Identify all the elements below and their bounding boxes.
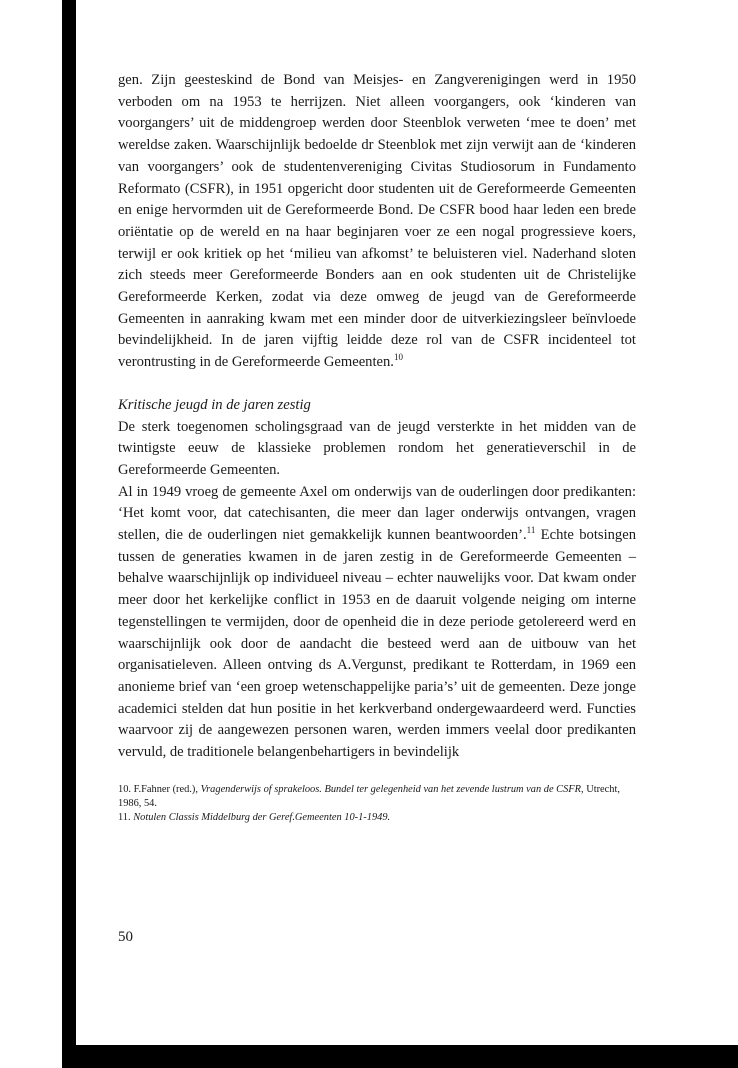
paragraph-1 bbox=[118, 70, 636, 374]
scan-edge-left bbox=[62, 0, 76, 1068]
body-text bbox=[118, 70, 636, 764]
paragraph-3-text-b: Echte botsingen tussen de generaties kwamen in de jaren zestig in de Gereformeerde Gemeenten – behalve waarschijnlijk op individueel niveau – echter nauwelijks voor. Dat kwam onder meer door het kerkelijke conflict in 1953 en de daaruit volgende neiging om interne tegenstellingen te vermijden, door de openheid die in deze periode getolereerd werd en waarschijnlijk ook door de aandacht die besteed werd aan de uitbouw van het organisatieleven. Alleen ontving ds A.Vergunst, predikant te Rotterdam, in 1969 een anonieme brief van ‘een groep wetenschappelijke paria’s’ uit de gemeenten. Deze jonge academici stelden dat hun positie in het kerkverband ondergewaardeerd werd. Functies waarvoor zij de aangewezen personen waren, werden immers veelal door predikanten vervuld, de traditionele belangenbehartigers in bevindelijk bbox=[118, 527, 636, 761]
footnote-ref-10: 10 bbox=[393, 352, 403, 363]
section-heading: Kritische jeugd in de jaren zestig bbox=[118, 396, 311, 413]
footnote-10-title: Vragenderwijs of sprakeloos. Bundel ter gelegenheid van het zevende lustrum van de CSFR bbox=[200, 783, 581, 795]
paragraph-3 bbox=[118, 482, 636, 764]
paragraph-3-text-a: Al in 1949 vroeg de gemeente Axel om onderwijs van de ouderlingen door predikanten: ‘Het komt voor, dat catechisanten, die meer dan lager onderwijs ontvangen, vragen stellen, die de ouderlingen niet gemakkelijk kunnen beantwoorden’. bbox=[118, 483, 636, 544]
scan-edge-bottom bbox=[62, 1045, 738, 1068]
footnote-11-title: Notulen Classis Middelburg der Geref.Gemeenten 10-1-1949. bbox=[133, 811, 391, 823]
footnote-10-suffix: , Utrecht, 1986, 54. bbox=[118, 783, 620, 809]
footnote-ref-11: 11 bbox=[526, 525, 536, 536]
footnote-10 bbox=[118, 783, 636, 811]
footnote-11-prefix: 11. bbox=[118, 811, 134, 823]
page-number: 50 bbox=[118, 929, 133, 945]
paragraph-1-text: gen. Zijn geesteskind de Bond van Meisjes- en Zangverenigingen werd in 1950 verboden om na 1953 te herrijzen. Niet alleen voorgangers, ook ‘kinderen van voorgangers’ uit de middengroep werden door Steenblok verweten ‘mee te doen’ met wereldse zaken. Waarschijnlijk bedoelde dr Steenblok met zijn verwijt aan de ‘kinderen van voorgangers’ ook de studentenvereniging Civitas Studiosorum in Fundamento Reformato (CSFR), in 1951 opgericht door studenten uit de Gereformeerde Gemeenten en enige hervormden uit de Gereformeerde Bond. De CSFR bood haar leden een brede oriëntatie op de wereld en na haar beginjaren voer ze een nogal progressieve koers, terwijl er ook kritiek op het ‘milieu van afkomst’ te beluisteren viel. Naderhand sloten zich steeds meer Gereformeerde Bonders aan en ook studenten uit de Christelijke Gereformeerde Kerken, zodat via deze omweg de jeugd van de Gereformeerde Gemeenten in aanraking kwam met een minder door de uitverkiezingsleer beïnvloede bevindelijkheid. In de jaren vijftig leidde deze rol van de CSFR incidenteel tot verontrusting in de Gereformeerde Gemeenten. bbox=[118, 72, 636, 371]
footnotes bbox=[118, 783, 636, 825]
page-body bbox=[118, 70, 636, 825]
footnote-10-prefix: 10. F.Fahner (red.), bbox=[118, 783, 201, 795]
footnote-11 bbox=[118, 811, 636, 825]
paragraph-2: De sterk toegenomen scholingsgraad van de jeugd versterkte in het midden van de twintigste eeuw de klassieke problemen rondom het generatieverschil in de Gereformeerde Gemeenten. bbox=[118, 418, 636, 478]
